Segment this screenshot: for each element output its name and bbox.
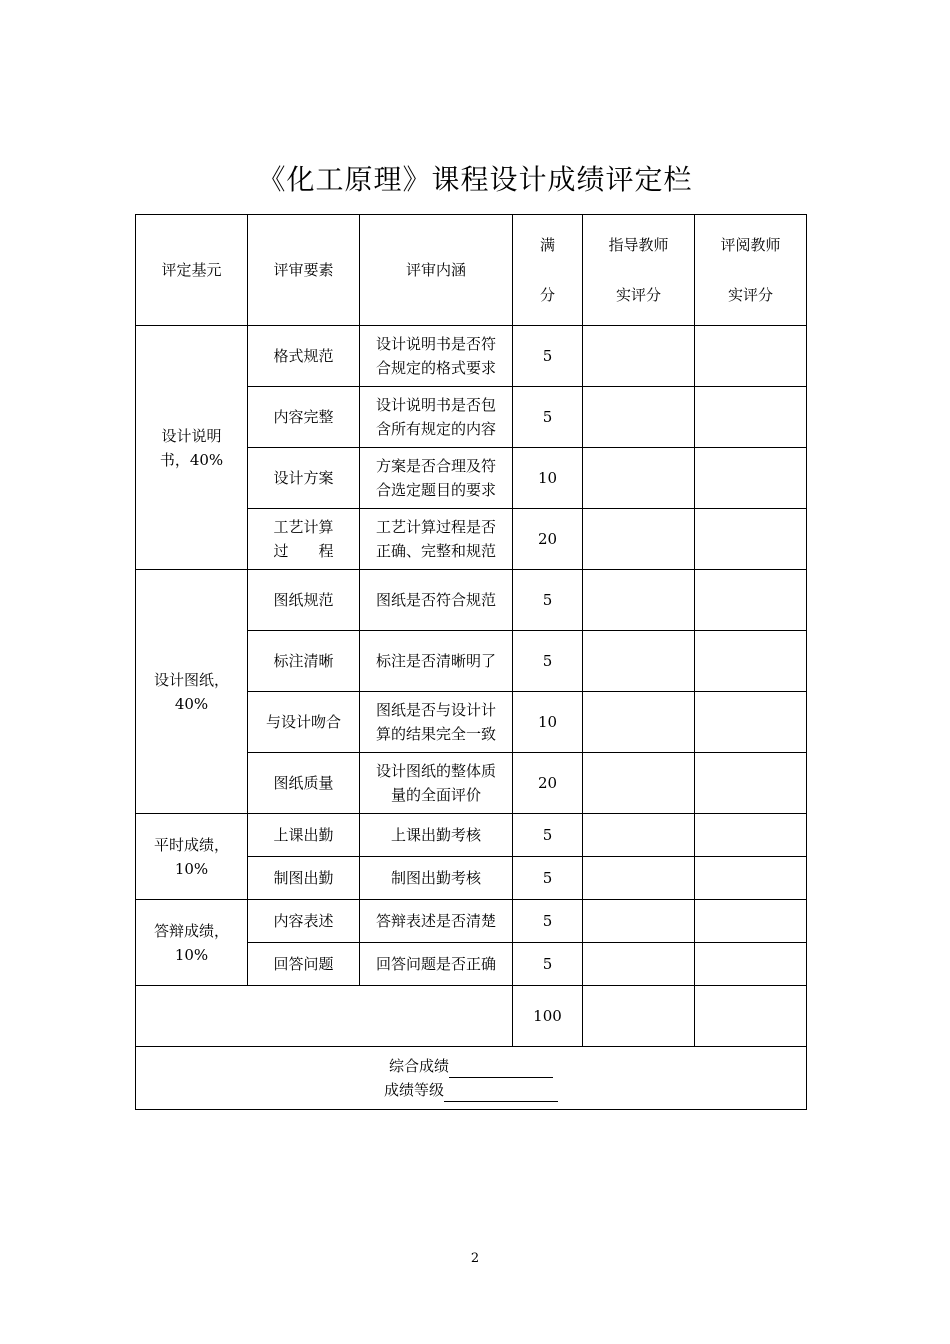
content-cell: 回答问题是否正确 — [360, 943, 513, 986]
full-score-cell: 10 — [513, 692, 583, 753]
full-score-cell: 5 — [513, 326, 583, 387]
reviewer-score-input[interactable] — [695, 387, 807, 448]
reviewer-score-input[interactable] — [695, 943, 807, 986]
content-cell: 标注是否清晰明了 — [360, 631, 513, 692]
element-cell: 格式规范 — [248, 326, 360, 387]
advisor-score-input[interactable] — [583, 448, 695, 509]
total-score-cell: 100 — [513, 986, 583, 1047]
base-cell: 平时成绩， 10% — [136, 814, 248, 900]
page-number: 2 — [470, 1251, 480, 1266]
full-score-cell: 20 — [513, 753, 583, 814]
full-score-cell: 20 — [513, 509, 583, 570]
element-cell: 与设计吻合 — [248, 692, 360, 753]
reviewer-score-input[interactable] — [695, 692, 807, 753]
reviewer-score-input[interactable] — [695, 814, 807, 857]
advisor-score-input[interactable] — [583, 631, 695, 692]
reviewer-score-input[interactable] — [695, 509, 807, 570]
reviewer-total-input[interactable] — [695, 986, 807, 1047]
element-cell: 图纸规范 — [248, 570, 360, 631]
advisor-score-input[interactable] — [583, 692, 695, 753]
element-cell: 图纸质量 — [248, 753, 360, 814]
full-score-cell: 5 — [513, 814, 583, 857]
content-cell: 答辩表述是否清楚 — [360, 900, 513, 943]
header-element: 评审要素 — [248, 215, 360, 326]
content-cell: 设计说明书是否符 合规定的格式要求 — [360, 326, 513, 387]
element-cell: 制图出勤 — [248, 857, 360, 900]
table-row — [136, 814, 807, 857]
table-row — [136, 900, 807, 943]
header-reviewer-score: 评阅教师 实评分 — [695, 215, 807, 326]
total-label-cell — [136, 986, 513, 1047]
advisor-score-input[interactable] — [583, 509, 695, 570]
full-score-cell: 10 — [513, 448, 583, 509]
content-cell: 工艺计算过程是否 正确、完整和规范 — [360, 509, 513, 570]
grade-level-blank[interactable] — [444, 1081, 558, 1102]
element-cell: 标注清晰 — [248, 631, 360, 692]
element-cell: 内容表述 — [248, 900, 360, 943]
element-cell: 工艺计算 过 程 — [248, 509, 360, 570]
reviewer-score-input[interactable] — [695, 631, 807, 692]
full-score-cell: 5 — [513, 857, 583, 900]
reviewer-score-input[interactable] — [695, 857, 807, 900]
header-row — [136, 215, 807, 326]
advisor-score-input[interactable] — [583, 387, 695, 448]
content-cell: 设计图纸的整体质 量的全面评价 — [360, 753, 513, 814]
advisor-score-input[interactable] — [583, 857, 695, 900]
base-cell: 设计图纸， 40% — [136, 570, 248, 814]
reviewer-score-input[interactable] — [695, 570, 807, 631]
header-advisor-score: 指导教师 实评分 — [583, 215, 695, 326]
header-full-score: 满 分 — [513, 215, 583, 326]
element-cell: 回答问题 — [248, 943, 360, 986]
grade-level-label: 成绩等级 — [383, 1081, 444, 1099]
full-score-cell: 5 — [513, 570, 583, 631]
content-cell: 设计说明书是否包 含所有规定的内容 — [360, 387, 513, 448]
advisor-score-input[interactable] — [583, 900, 695, 943]
base-cell: 设计说明 书，40% — [136, 326, 248, 570]
footer-cell — [136, 1047, 807, 1110]
grade-table — [135, 214, 807, 1110]
reviewer-score-input[interactable] — [695, 326, 807, 387]
advisor-score-input[interactable] — [583, 814, 695, 857]
table-row — [136, 326, 807, 387]
advisor-total-input[interactable] — [583, 986, 695, 1047]
advisor-score-input[interactable] — [583, 326, 695, 387]
full-score-cell: 5 — [513, 900, 583, 943]
content-cell: 图纸是否与设计计 算的结果完全一致 — [360, 692, 513, 753]
full-score-cell: 5 — [513, 387, 583, 448]
base-cell: 答辩成绩， 10% — [136, 900, 248, 986]
header-base: 评定基元 — [136, 215, 248, 326]
content-cell: 图纸是否符合规范 — [360, 570, 513, 631]
element-cell: 内容完整 — [248, 387, 360, 448]
reviewer-score-input[interactable] — [695, 753, 807, 814]
total-row — [136, 986, 807, 1047]
reviewer-score-input[interactable] — [695, 900, 807, 943]
overall-grade-label: 综合成绩 — [388, 1057, 449, 1075]
element-cell: 上课出勤 — [248, 814, 360, 857]
overall-grade-blank[interactable] — [449, 1057, 553, 1078]
content-cell: 方案是否合理及符 合选定题目的要求 — [360, 448, 513, 509]
footer-row — [136, 1047, 807, 1110]
table-row — [136, 570, 807, 631]
document-title: 《化工原理》课程设计成绩评定栏 — [257, 163, 693, 196]
full-score-cell: 5 — [513, 631, 583, 692]
advisor-score-input[interactable] — [583, 753, 695, 814]
element-cell: 设计方案 — [248, 448, 360, 509]
full-score-cell: 5 — [513, 943, 583, 986]
content-cell: 上课出勤考核 — [360, 814, 513, 857]
advisor-score-input[interactable] — [583, 570, 695, 631]
advisor-score-input[interactable] — [583, 943, 695, 986]
header-content: 评审内涵 — [360, 215, 513, 326]
reviewer-score-input[interactable] — [695, 448, 807, 509]
content-cell: 制图出勤考核 — [360, 857, 513, 900]
